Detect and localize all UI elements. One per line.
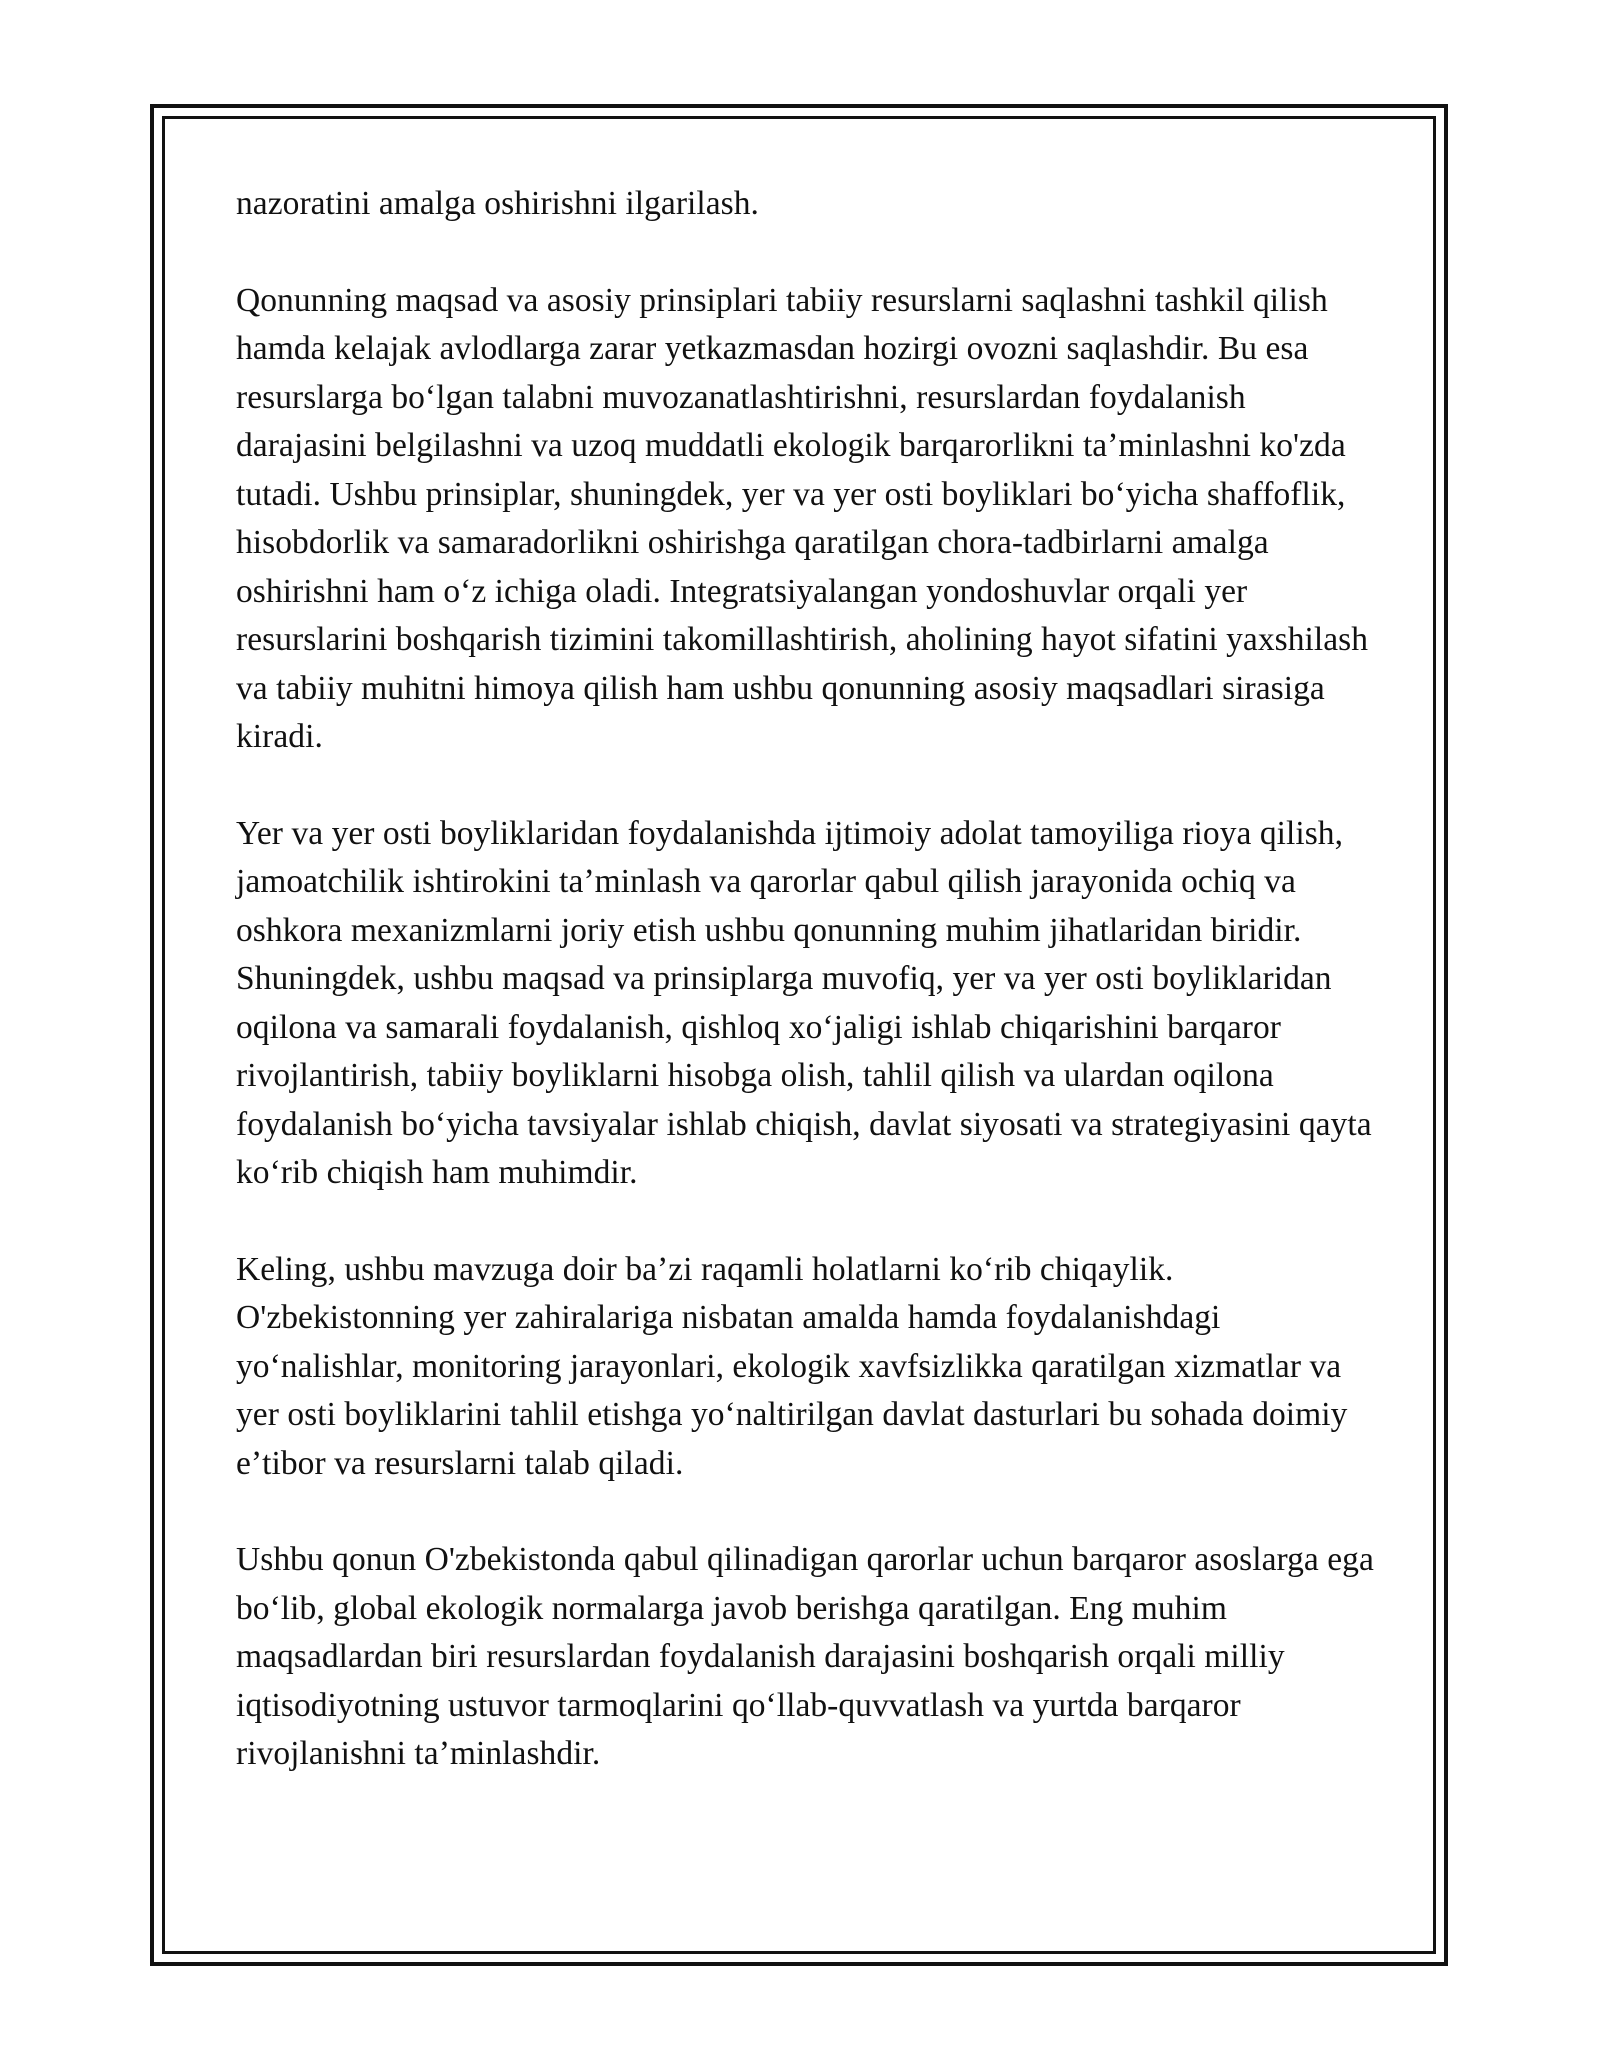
paragraph-3: Yer va yer osti boyliklaridan foydalanishda ijtimoiy adolat tamoyiliga rioya qilish, jamoatchilik ishtirokini taʼminlash va qarorlar qabul qilish jarayonida ochiq va oshkora mexanizmlarni joriy etish ushbu qonunning muhim jihatlaridan biridir. Shuningdek, ushbu maqsad va prinsiplarga muvofiq, yer va yer osti boyliklaridan oqilona va samarali foydalanish, qishloq xoʻjaligi ishlab chiqarishini barqaror rivojlantirish, tabiiy boyliklarni hisobga olish, tahlil qilish va ulardan oqilona foydalanish boʻyicha tavsiyalar ishlab chiqish, davlat siyosati va strategiyasini qayta koʻrib chiqish ham muhimdir. bbox=[236, 814, 1372, 1191]
paragraph-2: Qonunning maqsad va asosiy prinsiplari tabiiy resurslarni saqlashni tashkil qilish hamda kelajak avlodlarga zarar yetkazmasdan hozirgi ovozni saqlashdir. Bu esa resurslarga boʻlgan talabni muvozanatlashtirishni, resurslardan foydalanish darajasini belgilashni va uzoq muddatli ekologik barqarorlikni taʼminlashni ko'zda tutadi. Ushbu prinsiplar, shuningdek, yer va yer osti boyliklari boʻyicha shaffoflik, hisobdorlik va samaradorlikni oshirishga qaratilgan chora-tadbirlarni amalga oshirishni ham oʻz ichiga oladi. Integratsiyalangan yondoshuvlar orqali yer resurslarini boshqarish tizimini takomillashtirish, aholining hayot sifatini yaxshilash va tabiiy muhitni himoya qilish ham ushbu qonunning asosiy maqsadlari sirasiga kiradi. bbox=[236, 281, 1369, 755]
paragraph-1: nazoratini amalga oshirishni ilgarilash. bbox=[236, 185, 759, 222]
paragraph-5: Ushbu qonun O'zbekistonda qabul qilinadigan qarorlar uchun barqaror asoslarga ega boʻlib, global ekologik normalarga javob berishga qaratilgan. Eng muhim maqsadlardan biri resurslardan foydalanish darajasini boshqarish orqali milliy iqtisodiyotning ustuvor tarmoqlarini qoʻllab-quvvatlash va yurtda barqaror rivojlanishni taʼminlashdir. bbox=[236, 1541, 1374, 1772]
paragraph-4: Keling, ushbu mavzuga doir baʼzi raqamli holatlarni koʻrib chiqaylik. O'zbekistonning yer zahiralariga nisbatan amalda hamda foydalanishdagi yoʻnalishlar, monitoring jarayonlari, ekologik xavfsizlikka qaratilgan xizmatlar va yer osti boyliklarini tahlil etishga yoʻnaltirilgan davlat dasturlari bu sohada doimiy eʼtibor va resurslarni talab qiladi. bbox=[236, 1250, 1348, 1482]
document-body bbox=[236, 180, 1376, 1827]
